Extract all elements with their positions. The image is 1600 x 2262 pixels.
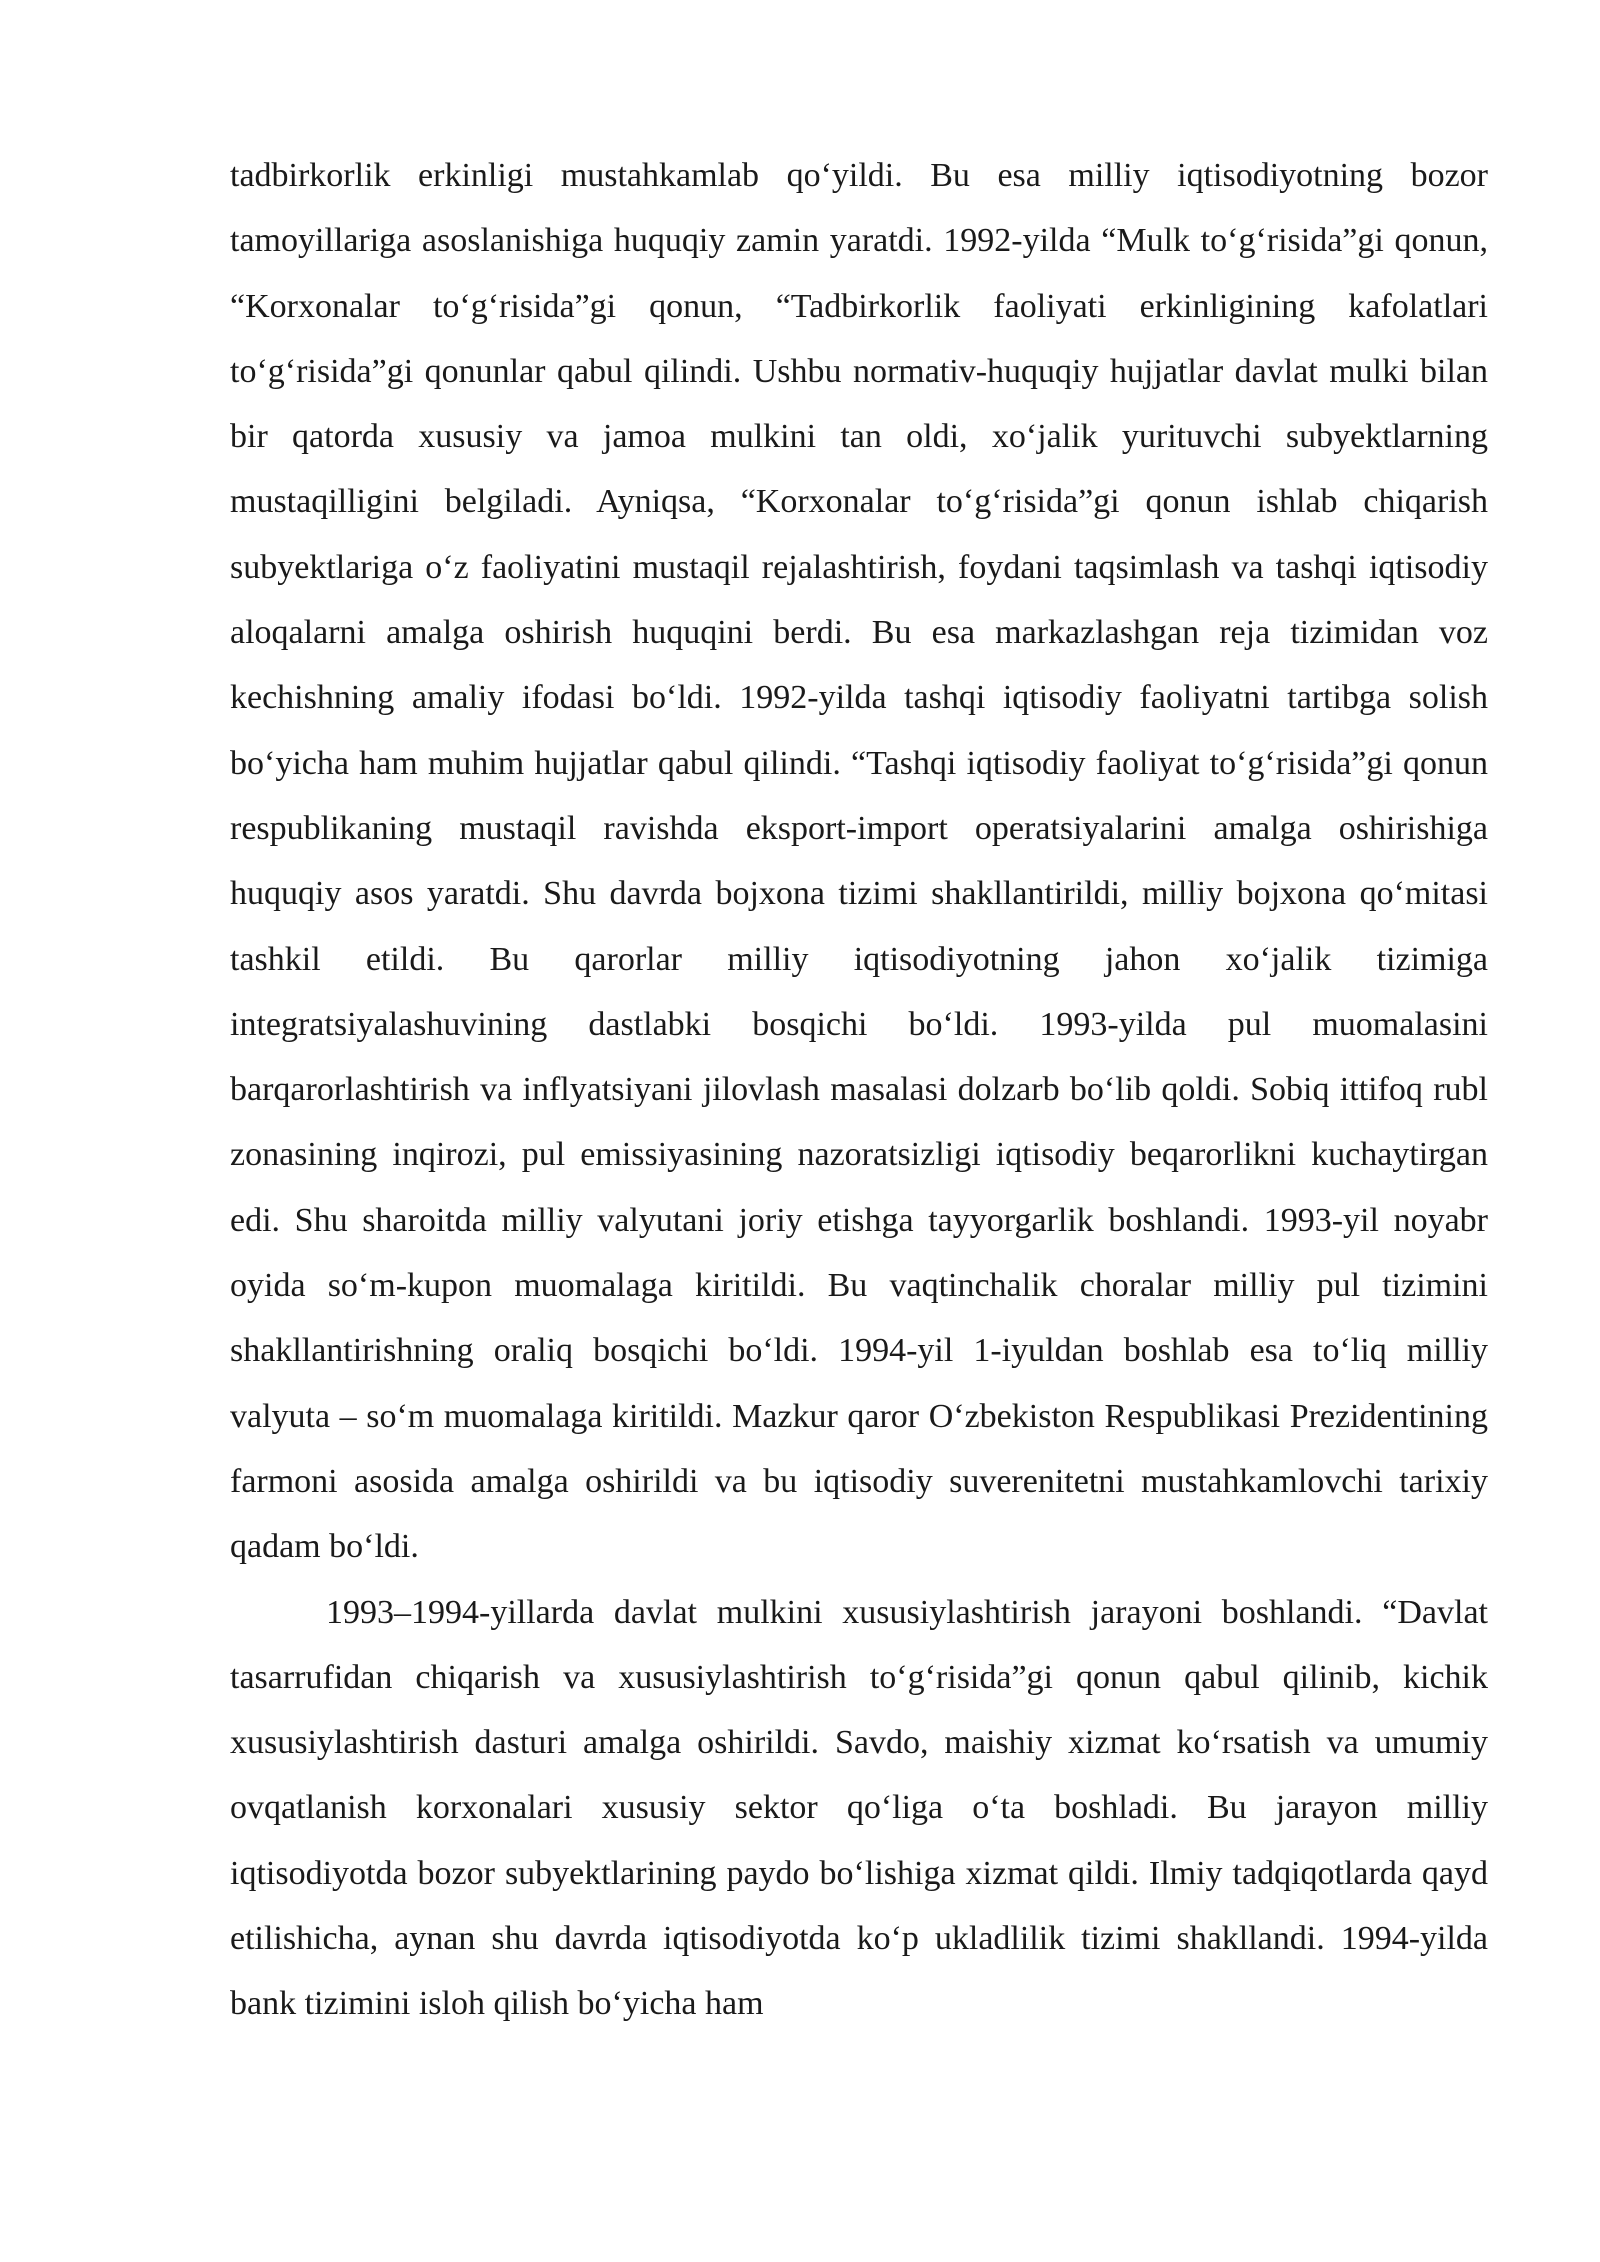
document-body (230, 143, 1488, 2037)
paragraph-privatization: 1993–1994-yillarda davlat mulkini xususiylashtirish jarayoni boshlandi. “Davlat tasarrufidan chiqarish va xususiylashtirish to‘g‘risida”gi qonun qabul qilinib, kichik xususiylashtirish dasturi amalga oshirildi. Savdo, maishiy xizmat ko‘rsatish va umumiy ovqatlanish korxonalari xususiy sektor qo‘liga o‘ta boshladi. Bu jarayon milliy iqtisodiyotda bozor subyektlarining paydo bo‘lishiga xizmat qildi. Ilmiy tadqiqotlarda qayd etilishicha, aynan shu davrda iqtisodiyotda ko‘p ukladlilik tizimi shakllandi. 1994-yilda bank tizimini isloh qilish bo‘yicha ham (230, 1593, 1488, 2023)
paragraph-continued: tadbirkorlik erkinligi mustahkamlab qo‘yildi. Bu esa milliy iqtisodiyotning bozor tamoyillariga asoslanishiga huquqiy zamin yaratdi. 1992-yilda “Mulk to‘g‘risida”gi qonun, “Korxonalar to‘g‘risida”gi qonun, “Tadbirkorlik faoliyati erkinligining kafolatlari to‘g‘risida”gi qonunlar qabul qilindi. Ushbu normativ-huquqiy hujjatlar davlat mulki bilan bir qatorda xususiy va jamoa mulkini tan oldi, xo‘jalik yurituvchi subyektlarning mustaqilligini belgiladi. Ayniqsa, “Korxonalar to‘g‘risida”gi qonun ishlab chiqarish subyektlariga o‘z faoliyatini mustaqil rejalashtirish, foydani taqsimlash va tashqi iqtisodiy aloqalarni amalga oshirish huquqini berdi. Bu esa markazlashgan reja tizimidan voz kechishning amaliy ifodasi bo‘ldi. 1992-yilda tashqi iqtisodiy faoliyatni tartibga solish bo‘yicha ham muhim hujjatlar qabul qilindi. “Tashqi iqtisodiy faoliyat to‘g‘risida”gi qonun respublikaning mustaqil ravishda eksport-import operatsiyalarini amalga oshirishiga huquqiy asos yaratdi. Shu davrda bojxona tizimi shakllantirildi, milliy bojxona qo‘mitasi tashkil etildi. Bu qarorlar milliy iqtisodiyotning jahon xo‘jalik tizimiga integratsiyalashuvining dastlabki bosqichi bo‘ldi. 1993-yilda pul muomalasini barqarorlashtirish va inflyatsiyani jilovlash masalasi dolzarb bo‘lib qoldi. Sobiq ittifoq rubl zonasining inqirozi, pul emissiyasining nazoratsizligi iqtisodiy beqarorlikni kuchaytirgan edi. Shu sharoitda milliy valyutani joriy etishga tayyorgarlik boshlandi. 1993-yil noyabr oyida so‘m-kupon muomalaga kiritildi. Bu vaqtinchalik choralar milliy pul tizimini shakllantirishning oraliq bosqichi bo‘ldi. 1994-yil 1-iyuldan boshlab esa to‘liq milliy valyuta – so‘m muomalaga kiritildi. Mazkur qaror O‘zbekiston Respublikasi Prezidentining farmoni asosida amalga oshirildi va bu iqtisodiy suverenitetni mustahkamlovchi tarixiy qadam bo‘ldi. (230, 157, 1488, 1566)
